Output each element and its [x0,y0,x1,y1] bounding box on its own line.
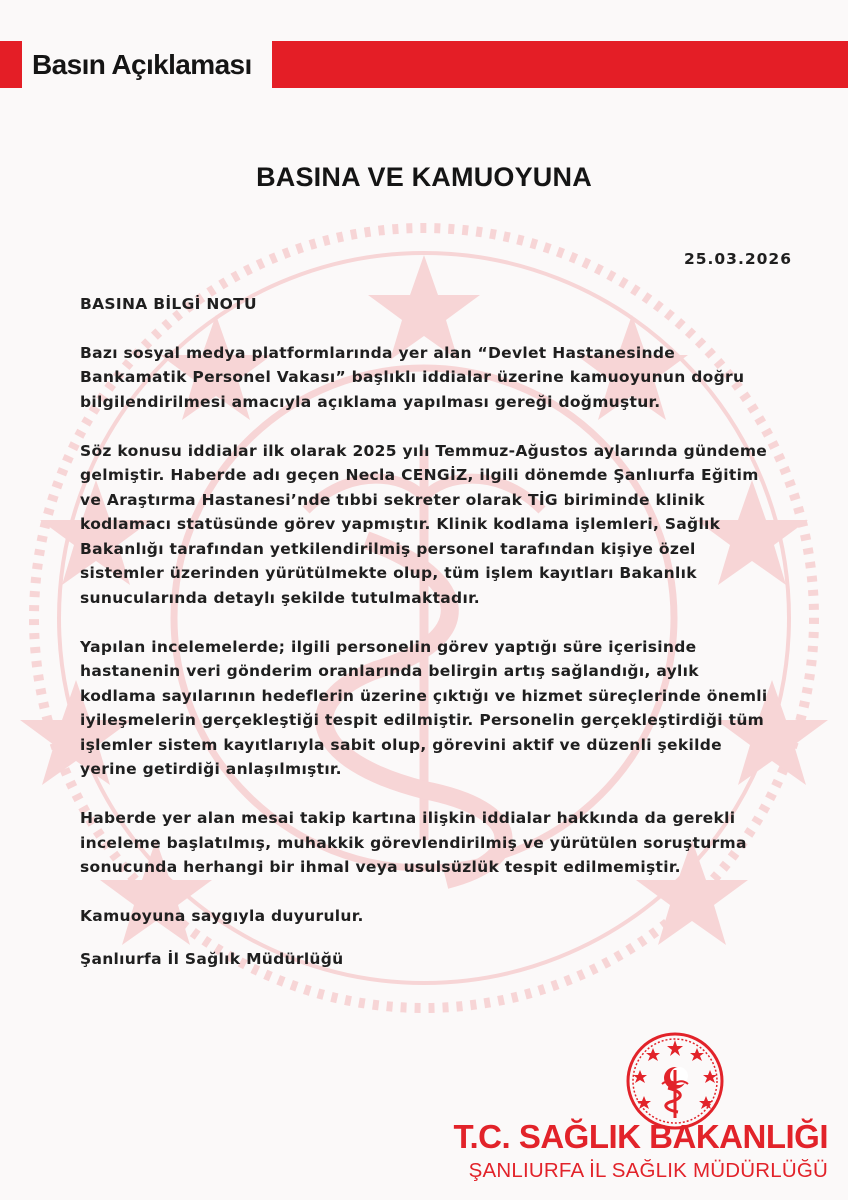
paragraph-3: Yapılan incelemelerde; ilgili personelin görev yaptığı süre içerisinde hastanenin veri gönderim oranlarında belirgin artış sağlandığı, aylık kodlama sayılarının hedeflerin üzerine çıktığı ve hizmet süreçlerinde önemli iyileşmelerin gerçekleştiği tespit edilmiştir. Personelin gerçekleştirdiği tüm işlemler sistem kayıtlarıyla sabit olup, görevini aktif ve düzenli şekilde yerine getirdiği anlaşılmıştır. [80,637,768,778]
paragraph-2: Söz konusu iddialar ilk olarak 2025 yılı Temmuz-Ağustos aylarında gündeme gelmiştir. Haberde adı geçen Necla CENGİZ, ilgili dönemde Şanlıurfa Eğitim ve Araştırma Hastanesi’nde tıbbi sekreter olarak TİG biriminde klinik kodlamacı statüsünde görev yapmıştır. Klinik kodlama işlemleri, Sağlık Bakanlığı tarafından yetkilendirilmiş personel tarafından kişiye özel sistemler üzerinden yürütülmekte olup, tüm işlem kayıtları Bakanlık sunucularında detaylı şekilde tutulmaktadır. [80,441,768,607]
ministry-title: T.C. SAĞLIK BAKANLIĞI [453,1118,828,1155]
document-body [80,292,780,971]
closing-line: Kamuoyuna saygıyla duyurulur. [80,907,364,925]
paragraph-4: Haberde yer alan mesai takip kartına ilişkin iddialar hakkında da gerekli inceleme başlatılmış, muhakkik görevlendirilmiş ve yürütülen soruşturma sonucunda herhangi bir ihmal veya usulsüzlük tespit edilmemiştir. [80,809,747,876]
document-heading: BASINA VE KAMUOYUNA [256,162,592,192]
ministry-brand [454,1118,829,1184]
note-title: BASINA BİLGİ NOTU [80,295,257,313]
press-release-label: Basın Açıklaması [32,48,252,80]
press-release-label-box [22,41,272,88]
document-date: 25.03.2026 [683,250,792,268]
paragraph-1: Bazı sosyal medya platformlarında yer alan “Devlet Hastanesinde Bankamatik Personel Vakası” başlıklı iddialar üzerine kamuoyunun doğru bilgilendirilmesi amacıyla açıklama yapılması gereği doğmuştur. [80,343,745,411]
ministry-of-health-emblem-icon [624,1030,726,1132]
signature: Şanlıurfa İl Sağlık Müdürlüğü [80,949,344,968]
directorate-title: ŞANLIURFA İL SAĞLIK MÜDÜRLÜĞÜ [468,1159,828,1182]
